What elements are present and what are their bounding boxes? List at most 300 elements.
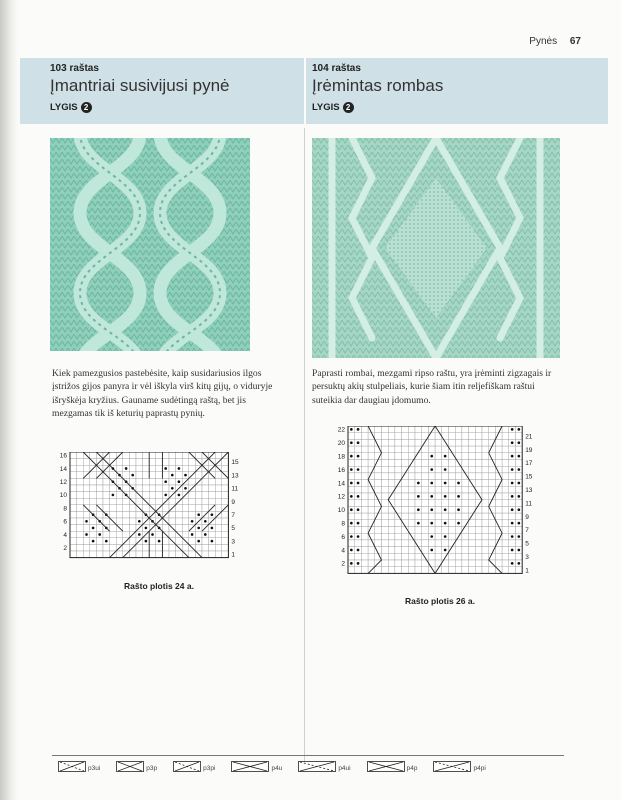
- chart-cell: [182, 498, 189, 505]
- chart-cell: [435, 433, 442, 440]
- chart-cell: [382, 547, 389, 554]
- chart-cell: [110, 505, 117, 512]
- chart-cell: [361, 533, 368, 540]
- purl-dot: [178, 480, 181, 483]
- row-number-left: 4: [341, 547, 345, 555]
- chart-cell: [361, 433, 368, 440]
- chart-cell: [449, 439, 456, 446]
- chart-cell: [222, 492, 229, 499]
- chart-cell: [382, 460, 389, 467]
- chart-cell: [449, 513, 456, 520]
- chart-cell: [395, 433, 402, 440]
- row-number-left: 6: [63, 518, 67, 526]
- chart-cell: [189, 505, 196, 512]
- chart-cell: [475, 520, 482, 527]
- legend-item-p3pi: [173, 761, 215, 772]
- chart-cell: [475, 466, 482, 473]
- chart-cell: [509, 500, 516, 507]
- chart-cell: [469, 533, 476, 540]
- chart-cell: [96, 498, 103, 505]
- chart-cell: [348, 446, 355, 453]
- chart-cell: [435, 493, 442, 500]
- chart-cell: [428, 560, 435, 567]
- chart-cell: [361, 466, 368, 473]
- chart-cell: [449, 506, 456, 513]
- chart-cell: [156, 465, 163, 472]
- chart-cell: [428, 486, 435, 493]
- level-label: LYGIS: [50, 102, 78, 113]
- chart-cell: [408, 493, 415, 500]
- chart-cell: [382, 426, 389, 433]
- purl-dot: [350, 562, 353, 565]
- chart-cell: [402, 547, 409, 554]
- chart-cell: [77, 485, 84, 492]
- chart-cell: [395, 527, 402, 534]
- row-number-right: 17: [525, 460, 533, 468]
- chart-cell: [189, 492, 196, 499]
- chart-cell: [422, 533, 429, 540]
- chart-cell: [70, 452, 77, 459]
- chart-cell: [176, 525, 183, 532]
- purl-dot: [444, 482, 447, 485]
- chart-cell: [110, 452, 117, 459]
- chart-cell: [382, 466, 389, 473]
- chart-cell: [469, 466, 476, 473]
- purl-dot: [138, 533, 141, 536]
- chart-cell: [195, 505, 202, 512]
- chart-cell: [189, 538, 196, 545]
- chart-cell: [475, 513, 482, 520]
- purl-dot: [444, 535, 447, 538]
- chart-cell: [169, 511, 176, 518]
- legend-symbol-icon: [298, 761, 336, 772]
- chart-cell: [143, 505, 150, 512]
- chart-cell: [449, 553, 456, 560]
- chart-cell: [90, 472, 97, 479]
- chart-cell: [402, 433, 409, 440]
- chart-cell: [355, 433, 362, 440]
- chart-cell: [442, 473, 449, 480]
- chart-cell: [395, 473, 402, 480]
- chart-cell: [176, 459, 183, 466]
- chart-cell: [195, 498, 202, 505]
- chart-cell: [169, 518, 176, 525]
- chart-cell: [169, 478, 176, 485]
- chart-cell: [129, 459, 136, 466]
- chart-cell: [482, 439, 489, 446]
- purl-dot: [511, 522, 514, 525]
- chart-cell: [455, 433, 462, 440]
- chart-cell: [129, 505, 136, 512]
- chart-cell: [382, 533, 389, 540]
- purl-dot: [511, 562, 514, 565]
- chart-cell: [415, 426, 422, 433]
- chart-cell: [375, 466, 382, 473]
- chart-cell: [435, 500, 442, 507]
- chart-cell: [482, 426, 489, 433]
- purl-dot: [457, 482, 460, 485]
- chart-cell: [189, 511, 196, 518]
- chart-cell: [415, 560, 422, 567]
- chart-cell: [382, 527, 389, 534]
- purl-dot: [350, 482, 353, 485]
- chart-cell: [162, 452, 169, 459]
- chart-cell: [469, 560, 476, 567]
- chart-cell: [162, 472, 169, 479]
- legend-symbol-icon: [58, 761, 86, 772]
- chart-cell: [382, 486, 389, 493]
- chart-cell: [388, 466, 395, 473]
- chart-cell: [442, 527, 449, 534]
- purl-dot: [211, 513, 214, 516]
- chart-cell: [502, 439, 509, 446]
- chart-cell: [402, 426, 409, 433]
- chart-cell: [222, 465, 229, 472]
- chart-cell: [156, 551, 163, 558]
- level-badge: 2: [343, 102, 354, 113]
- chart-cell: [509, 460, 516, 467]
- row-number-right: 11: [525, 500, 532, 508]
- purl-dot: [511, 441, 514, 444]
- row-number-right: 1: [525, 567, 529, 575]
- chart-cell: [136, 459, 143, 466]
- chart-cell: [375, 486, 382, 493]
- purl-dot: [444, 522, 447, 525]
- chart-cell: [176, 518, 183, 525]
- chart-cell: [83, 544, 90, 551]
- chart-cell: [455, 500, 462, 507]
- pattern-104-header: [312, 63, 443, 113]
- chart-cell: [96, 538, 103, 545]
- chart-cell: [502, 433, 509, 440]
- chart-cell: [189, 551, 196, 558]
- chart-cell: [475, 527, 482, 534]
- chart-cell: [495, 547, 502, 554]
- chart-cell: [449, 520, 456, 527]
- chart-cell: [475, 567, 482, 574]
- chart-cell: [449, 473, 456, 480]
- legend-symbol-icon: [231, 761, 269, 772]
- purl-dot: [444, 549, 447, 552]
- chart-cell: [482, 473, 489, 480]
- chart-cell: [143, 485, 150, 492]
- row-number-right: 15: [525, 473, 533, 481]
- chart-cell: [90, 452, 97, 459]
- chart-cell: [348, 433, 355, 440]
- chart-cell: [209, 544, 216, 551]
- chart-cell: [402, 439, 409, 446]
- chart-cell: [83, 459, 90, 466]
- legend-label: p3ui: [88, 765, 101, 772]
- chart-cell: [182, 459, 189, 466]
- chart-cell: [215, 531, 222, 538]
- chart-cell: [428, 460, 435, 467]
- purl-dot: [518, 482, 521, 485]
- chart-cell: [149, 538, 156, 545]
- chart-cell: [435, 486, 442, 493]
- chart-cell: [361, 513, 368, 520]
- chart-cell: [509, 433, 516, 440]
- chart-cell: [502, 426, 509, 433]
- chart-cell: [202, 538, 209, 545]
- chart-cell: [469, 446, 476, 453]
- chart-cell: [149, 452, 156, 459]
- purl-dot: [350, 428, 353, 431]
- chart-cell: [462, 506, 469, 513]
- chart-cell: [70, 478, 77, 485]
- chart-cell: [143, 544, 150, 551]
- chart-cell: [77, 505, 84, 512]
- chart-cell: [502, 560, 509, 567]
- chart-cell: [489, 473, 496, 480]
- purl-dot: [430, 508, 433, 511]
- chart-cell: [70, 551, 77, 558]
- row-number-right: 9: [231, 498, 236, 506]
- chart-cell: [382, 560, 389, 567]
- chart-cell: [395, 466, 402, 473]
- chart-cell: [428, 513, 435, 520]
- chart-cell: [475, 446, 482, 453]
- chart-cell: [348, 553, 355, 560]
- chart-cell: [495, 506, 502, 513]
- chart-cell: [361, 480, 368, 487]
- purl-dot: [430, 482, 433, 485]
- chart-cell: [388, 446, 395, 453]
- legend-label: p4pi: [473, 765, 486, 772]
- chart-cell: [222, 459, 229, 466]
- chart-cell: [435, 513, 442, 520]
- chart-cell: [516, 500, 523, 507]
- chart-cell: [408, 446, 415, 453]
- chart-cell: [462, 480, 469, 487]
- chart-cell: [70, 538, 77, 545]
- chart-cell: [348, 540, 355, 547]
- chart-cell: [375, 533, 382, 540]
- chart-cell: [495, 453, 502, 460]
- chart-cell: [482, 513, 489, 520]
- chart-cell: [209, 498, 216, 505]
- chart-cell: [116, 551, 123, 558]
- chart-cell: [149, 544, 156, 551]
- pattern-103-description: [52, 367, 284, 420]
- chart-cell: [395, 426, 402, 433]
- chart-cell: [395, 540, 402, 547]
- chart-cell: [415, 439, 422, 446]
- purl-dot: [164, 480, 167, 483]
- chart-cell: [361, 520, 368, 527]
- chart-cell: [489, 486, 496, 493]
- chart-cell: [149, 478, 156, 485]
- chart-cell: [482, 567, 489, 574]
- chart-cell: [449, 460, 456, 467]
- chart-cell: [482, 486, 489, 493]
- chart-104: [330, 426, 556, 595]
- chart-cell: [116, 459, 123, 466]
- chart-cell: [96, 492, 103, 499]
- chart-cell: [435, 466, 442, 473]
- chart-cell: [103, 531, 110, 538]
- chart-cell: [422, 486, 429, 493]
- chart-cell: [408, 473, 415, 480]
- purl-dot: [518, 495, 521, 498]
- chart-cell: [442, 426, 449, 433]
- purl-dot: [518, 549, 521, 552]
- chart-cell: [215, 505, 222, 512]
- chart-cell: [395, 453, 402, 460]
- chart-cell: [382, 540, 389, 547]
- chart-cell: [402, 553, 409, 560]
- chart-cell: [195, 452, 202, 459]
- chart-cell: [348, 513, 355, 520]
- row-number-left: 8: [341, 520, 345, 528]
- chart-cell: [136, 544, 143, 551]
- chart-cell: [136, 465, 143, 472]
- chart-cell: [509, 473, 516, 480]
- chart-cell: [149, 485, 156, 492]
- chart-cell: [123, 472, 130, 479]
- chart-cell: [469, 493, 476, 500]
- legend-symbol-icon: [116, 761, 144, 772]
- chart-cell: [408, 500, 415, 507]
- chart-cell: [455, 513, 462, 520]
- chart-cell: [143, 472, 150, 479]
- chart-cell: [110, 511, 117, 518]
- purl-dot: [138, 520, 141, 523]
- footer-rule: [52, 755, 564, 756]
- chart-cell: [77, 459, 84, 466]
- chart-cell: [361, 547, 368, 554]
- chart-cell: [382, 433, 389, 440]
- chart-cell: [502, 567, 509, 574]
- chart-cell: [449, 480, 456, 487]
- chart-cell: [162, 525, 169, 532]
- chart-cell: [502, 466, 509, 473]
- purl-dot: [511, 428, 514, 431]
- chart-cell: [156, 472, 163, 479]
- chart-cell: [388, 486, 395, 493]
- chart-cell: [90, 531, 97, 538]
- legend-item-p3ui: [58, 761, 100, 772]
- chart-cell: [116, 498, 123, 505]
- chart-cell: [83, 485, 90, 492]
- chart-cell: [355, 446, 362, 453]
- chart-cell: [70, 544, 77, 551]
- chart-cell: [96, 511, 103, 518]
- chart-cell: [388, 567, 395, 574]
- description-text: Kiek pamezgusios pastebėsite, kaip susidariusios ilgos įstrižos gijos panyra ir vėl iškyla virš kitų gijų, o viduryje išryškėja kryžius. Gauname sudėtingą raštą, bet jis mezgamas tik iš keturių paprastų pynių.: [52, 368, 273, 419]
- purl-dot: [350, 535, 353, 538]
- chart-cell: [103, 505, 110, 512]
- purl-dot: [357, 522, 360, 525]
- purl-dot: [105, 540, 108, 543]
- chart-cell: [395, 500, 402, 507]
- chart-cell: [90, 505, 97, 512]
- chart-cell: [408, 433, 415, 440]
- purl-dot: [204, 520, 207, 523]
- row-number-left: 14: [337, 480, 345, 488]
- chart-cell: [355, 513, 362, 520]
- chart-cell: [361, 506, 368, 513]
- purl-dot: [511, 549, 514, 552]
- chart-cell: [462, 540, 469, 547]
- chart-cell: [482, 520, 489, 527]
- chart-cell: [348, 486, 355, 493]
- purl-dot: [204, 533, 207, 536]
- chart-cell: [516, 473, 523, 480]
- chart-cell: [162, 485, 169, 492]
- chart-cell: [123, 498, 130, 505]
- chart-cell: [462, 460, 469, 467]
- purl-dot: [357, 549, 360, 552]
- chart-cell: [116, 505, 123, 512]
- chart-cell: [422, 547, 429, 554]
- chart-cell: [215, 498, 222, 505]
- chart-cell: [182, 518, 189, 525]
- chart-cell: [103, 518, 110, 525]
- chart-cell: [449, 560, 456, 567]
- row-number-left: 2: [341, 560, 345, 568]
- chart-cell: [222, 478, 229, 485]
- chart-cell: [402, 453, 409, 460]
- chart-cell: [475, 533, 482, 540]
- chart-cell: [428, 527, 435, 534]
- purl-dot: [511, 508, 514, 511]
- chart-cell: [502, 493, 509, 500]
- chart-cell: [355, 460, 362, 467]
- chart-cell: [388, 533, 395, 540]
- chart-cell: [222, 498, 229, 505]
- purl-dot: [197, 540, 200, 543]
- chart-cell: [482, 553, 489, 560]
- chart-cell: [449, 466, 456, 473]
- chart-cell: [489, 527, 496, 534]
- chart-cell: [382, 513, 389, 520]
- chart-cell: [388, 513, 395, 520]
- purl-dot: [430, 522, 433, 525]
- chart-cell: [129, 511, 136, 518]
- chart-cell: [449, 567, 456, 574]
- chart-cell: [395, 460, 402, 467]
- chart-cell: [136, 478, 143, 485]
- chart-cell: [462, 439, 469, 446]
- chart-cell: [77, 492, 84, 499]
- chart-cell: [495, 513, 502, 520]
- chart-cell: [83, 492, 90, 499]
- chart-cell: [368, 547, 375, 554]
- chart-cell: [509, 486, 516, 493]
- purl-dot: [417, 495, 420, 498]
- chart-cell: [442, 500, 449, 507]
- chart-cell: [129, 518, 136, 525]
- chart-cell: [516, 527, 523, 534]
- chart-cell: [361, 527, 368, 534]
- chart-cell: [475, 460, 482, 467]
- chart-cell: [103, 492, 110, 499]
- chart-cell: [482, 547, 489, 554]
- purl-dot: [357, 508, 360, 511]
- chart-cell: [215, 452, 222, 459]
- chart-cell: [495, 560, 502, 567]
- chart-cell: [509, 553, 516, 560]
- row-number-left: 12: [59, 479, 67, 487]
- purl-dot: [444, 508, 447, 511]
- chart-cell: [123, 525, 130, 532]
- chart-cell: [422, 473, 429, 480]
- chart-cell: [462, 486, 469, 493]
- purl-dot: [158, 540, 161, 543]
- purl-dot: [350, 549, 353, 552]
- chart-cell: [455, 473, 462, 480]
